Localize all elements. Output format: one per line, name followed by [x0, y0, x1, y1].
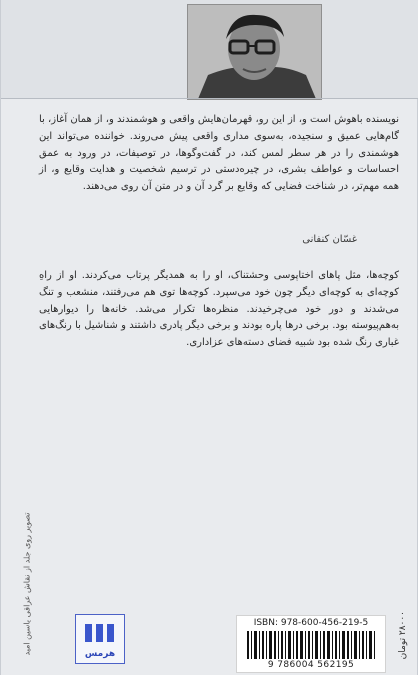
- publisher-logo-icon: [85, 624, 115, 642]
- barcode-bars: [247, 631, 375, 659]
- barcode-digits: 9 786004 562195: [267, 660, 355, 670]
- author-photo: [187, 4, 322, 100]
- divider: [1, 98, 418, 99]
- quote-critic: نویسنده باهوش است و، از این رو، قهرمان‌هایش واقعی و هوشمندند و، از همان آغاز، با گام‌هایی عمیق و سنجیده، به‌سوی مداری واقعی پیش می‌روند. خواننده می‌تواند این هوشمندی را در هر سطر لمس کند، در گفت‌وگوها، در توصیفات، در ورود به عمق احساسات و عواطف بشری، در چیره‌دستی در ترسیم شخصیت و هدایت وقایع و، از همه مهم‌تر، در شناخت فضایی که وقایع بر گرد آن و در متن آن روی می‌دهند.: [39, 114, 399, 193]
- publisher-logo: [75, 614, 125, 664]
- cover-image-credit-text: تصویر روی جلد از نقاش عراقی یاسین امید: [22, 512, 32, 656]
- barcode: [236, 615, 386, 673]
- price-text: ۲۸۰۰۰ تومان: [398, 611, 408, 660]
- quote-excerpt: کوچه‌ها، مثل پاهای اختاپوسی وحشتناک، او را به همدیگر پرتاب می‌کردند. او از راهِ کوچه‌ای به کوچه‌ای دیگر چون خود می‌سپرد. کوچه‌ها توی هم می‌رفتند، منشعب و تنگ می‌شدند و دور خود می‌چرخیدند. منظره‌ها تکرار می‌شد. خانه‌ها را دیوارهایی به‌هم‌پیوسته بود. برخی درها پاره بودند و برخی دیگر پادری داشتند و شناشیل با رنگ‌های غباری رنگ شده بود شبیه فضای دسته‌های عزاداری.: [39, 270, 399, 349]
- isbn: ISBN: 978-600-456-219-5: [253, 618, 369, 628]
- quote-author: غسّان کنفانی: [302, 234, 357, 245]
- cover-image-credit: [21, 514, 33, 666]
- price: [389, 612, 413, 672]
- publisher-name: هرمس: [84, 649, 116, 659]
